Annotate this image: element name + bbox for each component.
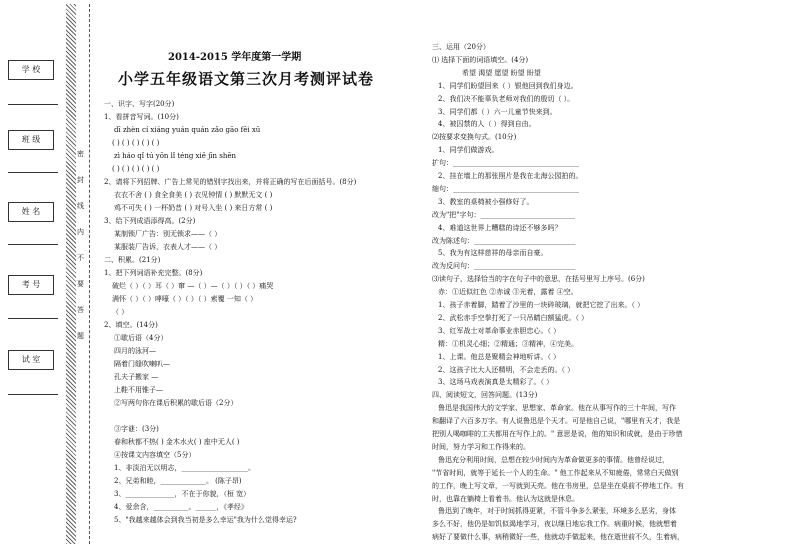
question-line: 鲁迅到了晚年，对于时间抓得更紧，不管斗争多么紧张，环境多么恶劣，身体 — [438, 507, 676, 516]
side-field-line[interactable] — [8, 394, 58, 395]
question-line: zì háo qǐ tú yōn lǐ téng xiě jīn shēn — [114, 152, 236, 160]
seal-char: 不 — [77, 254, 84, 262]
question-line: 病好了要做什么事，病稍微好一些，他就动手做起来，他在逝世前不久，生着病， — [432, 533, 684, 542]
question-line: 2、兄弟和睦，_____________。 (陈子昂) — [114, 477, 242, 485]
question-line: 鲁迅是我国伟大的文学家、思想家、革命家。他在从事写作的三十年间，写作 — [438, 404, 676, 413]
seal-char: 内 — [77, 228, 84, 236]
side-field-label: 考 号 — [8, 275, 54, 295]
question-line: ⑵按要求变换句式。(10分) — [432, 133, 517, 142]
question-line: 3、同学们都（ ）六一儿童节快来到。 — [438, 107, 557, 116]
page-title: 小学五年级语文第三次月考测评试卷 — [118, 70, 375, 88]
question-line: 3、给下列成语添得高。(2分) — [104, 217, 196, 225]
question-line: 把别人喝咖啡的工夫都用在写作上的。" 意思是说，他的知识和成就，是由于珍惜 — [432, 430, 683, 438]
question-line: ( ) ( ) ( ) ( ) ( ) — [112, 165, 160, 173]
question-line: 1、上课。他总是聚精会神地听讲。（ ） — [438, 352, 561, 361]
side-field-line[interactable] — [8, 318, 58, 319]
question-line: 隔着门缝吹喇叭— — [114, 360, 170, 368]
question-line: 衣衣不舍 ( ) 食全食美 ( ) 衣见钟情 ( ) 默默无文 ( ) — [114, 191, 273, 199]
seal-strip — [66, 4, 76, 544]
question-line: 改为"把"字句：___________________________ — [432, 210, 575, 219]
question-line: ①歇后语（4分） — [114, 334, 168, 342]
question-line: 1、把下列词语补充完整。(8分) — [104, 269, 203, 277]
question-line: 2、武松赤手空拳打死了一只吊睛白额猛虎。（ ） — [438, 313, 589, 322]
question-line: 3、______________，不在于你貌，（桓 宽） — [114, 490, 251, 498]
seal-line-text — [77, 150, 87, 340]
question-line: 二、积累。(21分) — [104, 256, 161, 264]
question-line: 1、同学们做游戏。 — [438, 146, 499, 155]
question-line: 4、难道这世界上糟糕的诗还不够多吗？ — [438, 223, 562, 232]
question-line: 一、识字、写字(20分) — [104, 100, 175, 108]
question-line: 赤：①近似红色 ②赤诚 ③光着，露着 ④空。 — [438, 288, 578, 297]
question-line: ( ) ( ) ( ) ( ) ( ) — [112, 139, 160, 147]
seal-char: 线 — [77, 202, 84, 210]
question-line: dī zhèn cí xiáng yuán quán zǎo gāo fēi xū — [114, 126, 261, 134]
question-line: 4、被囚禁的人（ ）得到自由。 — [438, 120, 536, 129]
question-line: 孔夫子搬家 — — [114, 373, 159, 381]
question-line: 2、这孩子比大人还精明，不会走丢的。（ ） — [438, 365, 575, 374]
side-field-label: 试 室 — [8, 350, 54, 370]
side-field-label: 学 校 — [8, 60, 54, 80]
school-year: 2014-2015 学年度第一学期 — [168, 52, 302, 63]
question-line: ④按课文内容填空（5分） — [114, 451, 196, 459]
question-line: 的工作，晚上写文章，一写就到天亮。他在书房里，总是坐在桌前不停地工作。有 — [432, 481, 684, 490]
question-line: ⑴ 选择下面的词语填空。(4分) — [432, 55, 529, 64]
question-line: 鸡不可失 ( ) 一杯奶昔 ( ) 对号入坐 ( ) 来日方常 ( ) — [114, 204, 273, 212]
question-line: 多么不好，他仍是如饥似渴地学习，夜以继日地忘我工作。病重时候，他就想着 — [432, 520, 677, 529]
question-line: 改为反问句：_____________________________ — [432, 262, 576, 271]
side-field-label: 姓 名 — [8, 202, 54, 222]
question-line: 1、孩子赤着脚，踏着了沙里的一块碎玻璃，就把它挖了出来。（ ） — [438, 301, 645, 309]
question-line: 精：①机灵心细；②精通；③精神，④完美。 — [438, 339, 578, 348]
side-field-label: 班 级 — [8, 130, 54, 150]
question-line: 希望 渴望 愿望 盼望 盼望 — [462, 68, 541, 77]
question-line: 3、红军战士对革命事业赤胆忠心。（ ） — [438, 326, 561, 335]
question-line: 春和秋都不热( ) 金木水火( ) 座中无人( ) — [114, 438, 240, 446]
question-line: 某制锁厂广告：别无锁求——（ ） — [114, 230, 222, 238]
question-line: 时，也靠在躺椅上看着书。他认为这就是休息。 — [432, 494, 579, 503]
side-field-line[interactable] — [8, 104, 58, 105]
question-line: 满怀（ ）（ ）哮嚎（ ）（ ）（ ）索覆 一知（ ） — [112, 295, 258, 303]
question-line: 2、填空。(14分) — [104, 321, 158, 329]
question-line: 缩句：____________________________________ — [432, 184, 579, 193]
seal-char: 答 — [77, 306, 84, 314]
question-line: 四、阅读短文，回答问题。(13分) — [432, 391, 538, 400]
question-line: "节省时间，就等于延长一个人的生命。" 他工作起来从不知疲倦，常常白天做别 — [432, 468, 679, 477]
question-line: 鲁迅充分利用时间，总想在较少时间内为革命做更多的事情。他曾经说过， — [438, 455, 669, 464]
seal-char: 题 — [77, 332, 84, 340]
question-line: 5、"我越来越体会到我当初是多么幸运"我为什么觉得幸运? — [114, 516, 297, 524]
question-line: ③字谜：(3分) — [114, 425, 159, 433]
question-line: 1、非淡泊无以明志，___________________。 — [114, 464, 255, 472]
question-line: ②写两句你在课后积累的歇后语（2分） — [114, 399, 238, 407]
question-line: 某服装厂告诉，衣表人才——（ ） — [114, 243, 222, 251]
question-line: 2、我们决不能辜负老师对我们的殷切（ ）。 — [438, 94, 575, 103]
question-line: 1、同学们盼望回来（ ）银他回到我们身边。 — [438, 81, 578, 90]
question-line: 上鞋不用锥子— — [114, 386, 163, 394]
seal-char: 密 — [77, 150, 84, 158]
question-line: （ ） — [112, 308, 129, 316]
question-line: 2、请将下列招牌、广告上常见的错别字找出来，并将正确的写在后面括号。(8分) — [104, 178, 357, 186]
question-line: 改为陈述句：_____________________________ — [432, 236, 576, 245]
seal-char: 要 — [77, 280, 84, 288]
question-line: 3、教室的桌椅被小强修好了。 — [438, 197, 534, 206]
question-line: 四月的泳河— — [114, 347, 156, 355]
seal-char: 封 — [77, 176, 84, 184]
side-field-line[interactable] — [8, 244, 58, 245]
question-line: 2、挂在墙上的那张照片是我在北海公园拍的。 — [438, 172, 583, 180]
question-line: 和翻译了六百多万字。有人说鲁迅是个天才。可是他自己说，"哪里有天才，我是 — [432, 417, 681, 426]
question-line: 扩句：____________________________________ — [432, 159, 579, 168]
question-line: 1、看拼音写词。(10分) — [104, 113, 179, 121]
seal-dashed-line — [89, 4, 90, 544]
question-line: 4、爱余含，__________。______，《孝经》 — [114, 503, 248, 511]
question-line: 破烂（ ）（ ）耳（ ）窜 —（ ）—（ ）（ ）（ ）痛哭 — [112, 282, 274, 290]
question-line: ⑶读句子，选择恰当的字在句子中的意思，在括号里写上序号。(6分) — [432, 275, 645, 284]
question-line: 三、运用（20分） — [432, 43, 490, 51]
question-line: 5、我为有这样慈祥的母亲而自豪。 — [438, 249, 548, 258]
question-line: 时间，努力学习和工作得来的。 — [432, 442, 530, 451]
side-field-line[interactable] — [8, 172, 58, 173]
question-line: 3、这场马戏表演真是太精彩了。（ ） — [438, 378, 554, 387]
